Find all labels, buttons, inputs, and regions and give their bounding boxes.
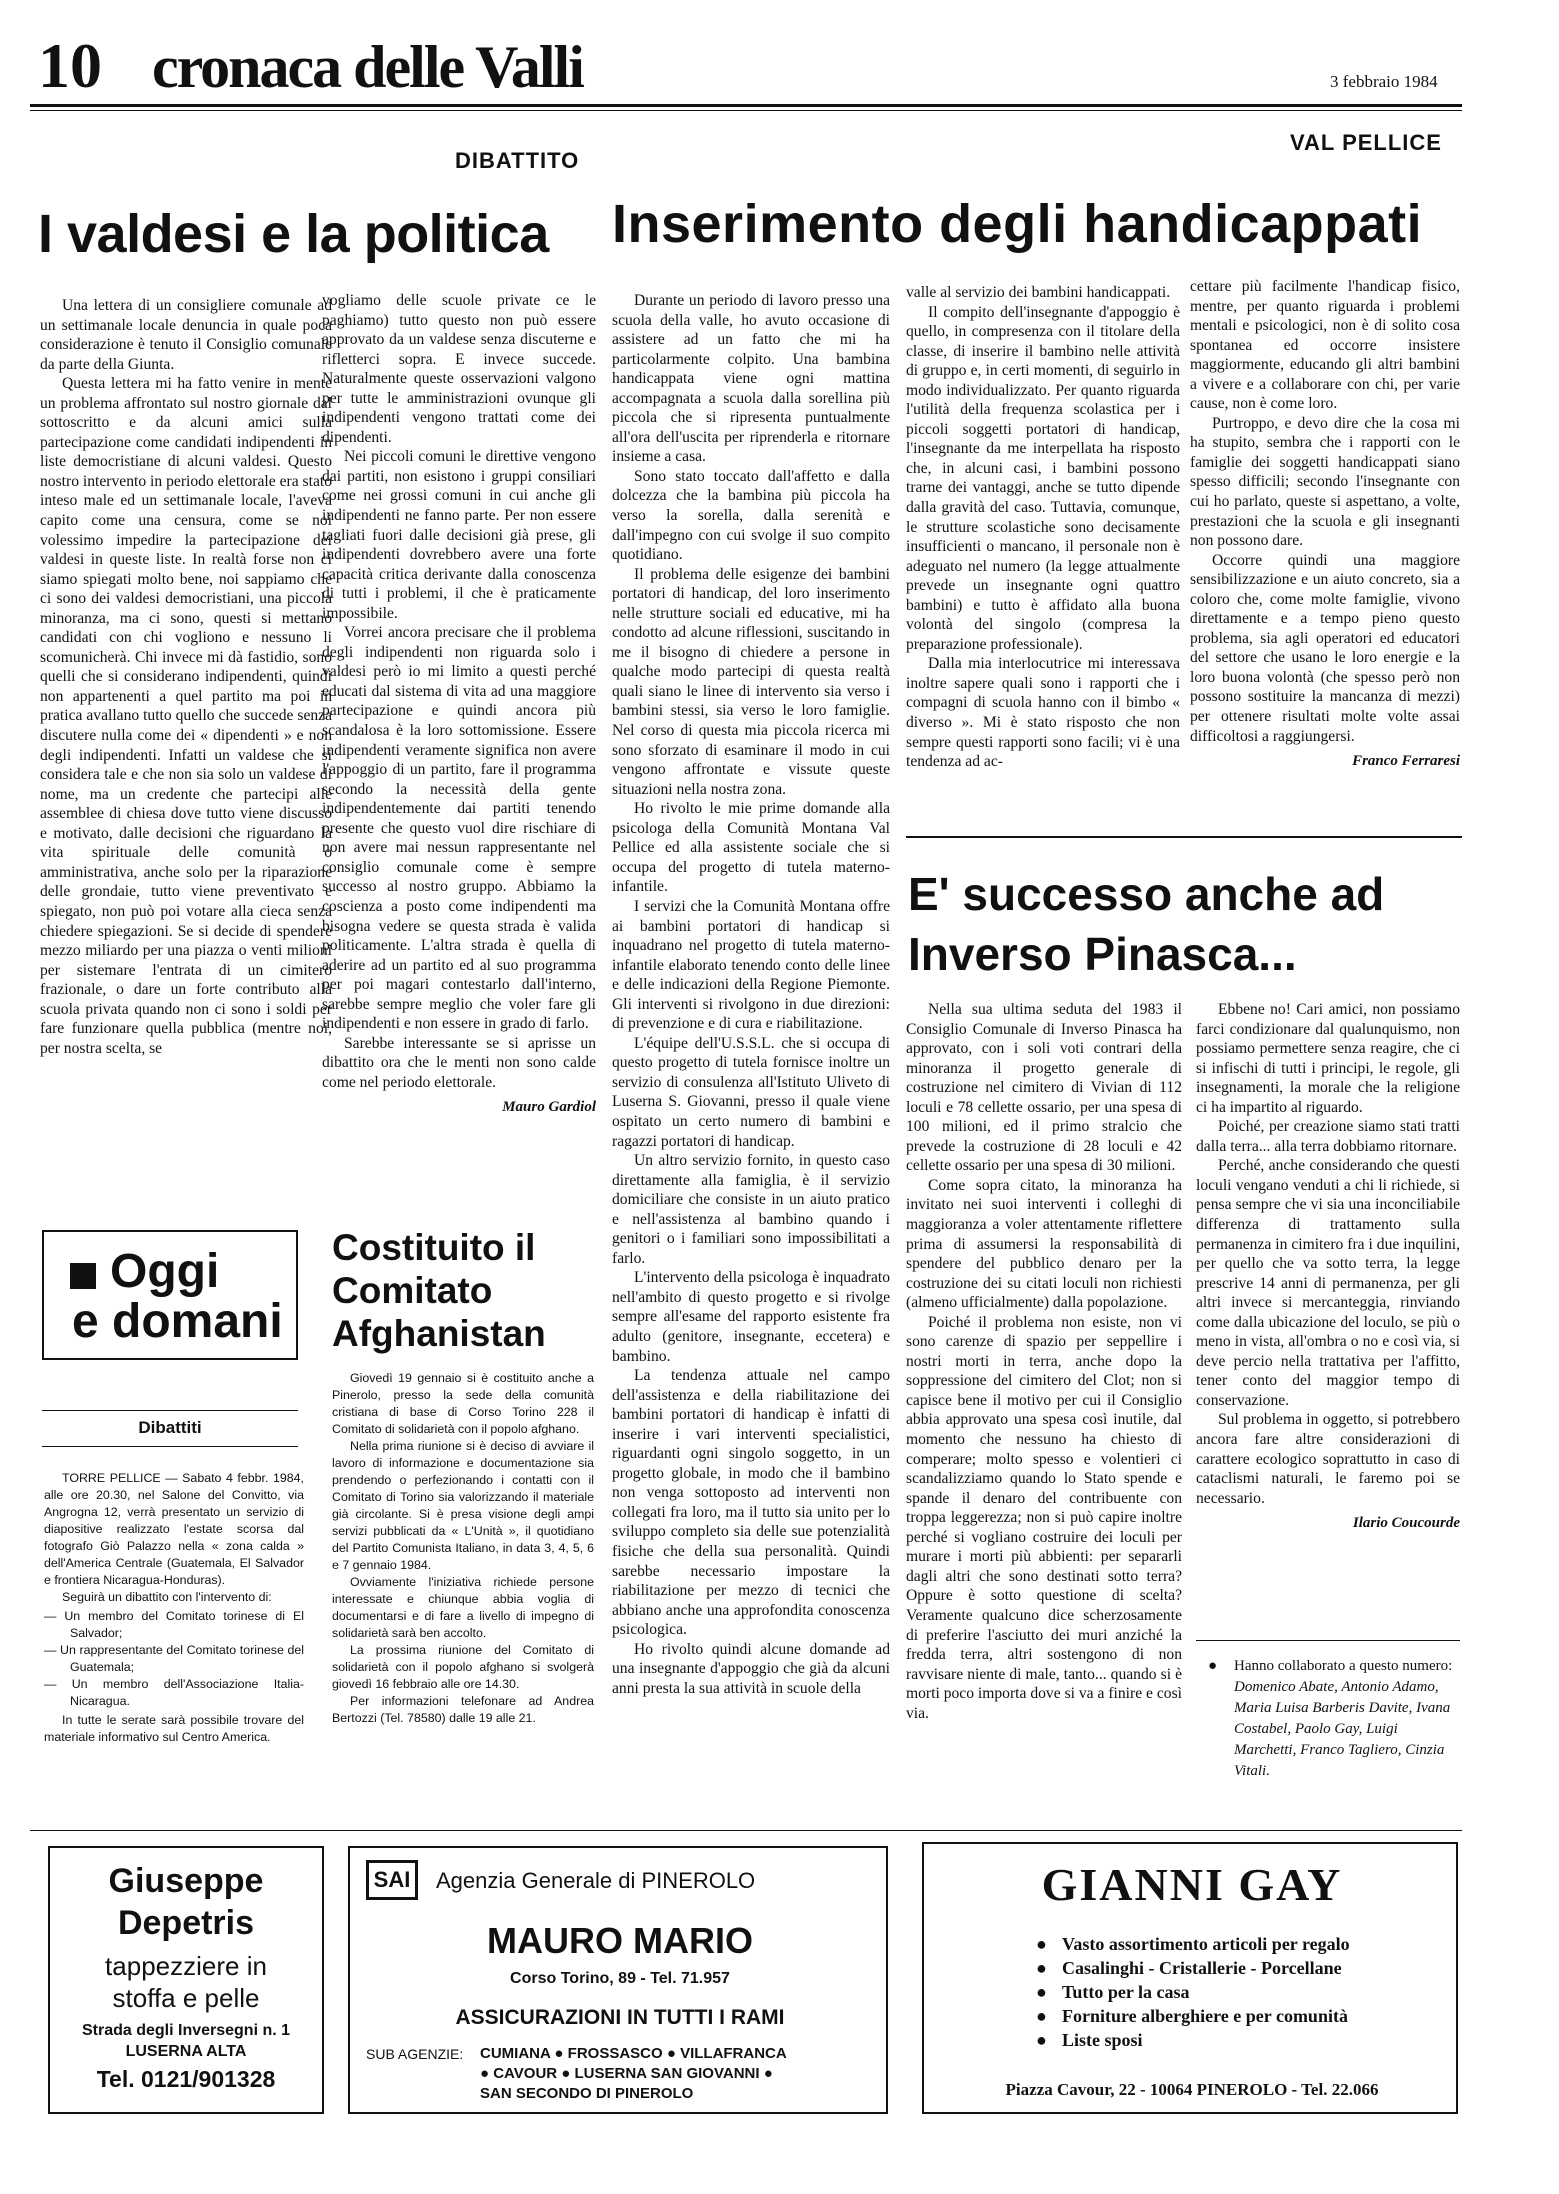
paragraph: Sul problema in oggetto, si potrebbero ancora fare altre considerazioni di carattere ecologico soprattutto in caso di cataclismi naturali, le faremo poi se necessario. xyxy=(1196,1411,1460,1507)
paragraph: Nei piccoli comuni le direttive vengono dai partiti, non esistono i gruppi consiliari come nei grossi comuni in cui anche gli indipendenti ne fanno parte. Per non essere tagliati fuori dalle decisioni già prese, gli indipendenti dovrebbero avere una forte capacità critica derivante dalla conoscenza di tutti i problemi, il che è praticamente impossibile. xyxy=(322,448,596,622)
bullet-icon: ● xyxy=(1208,1658,1218,1674)
oggi-subhead: Dibattiti xyxy=(138,1418,202,1437)
paragraph: Il compito dell'insegnante d'appoggio è quello, in compresenza con il titolare della classe, di inserire il bambino nelle attività di gruppo e, in certi momenti, di seguirlo in modo individualizzato. Per quanto riguarda l'utilità della frequenza scolastica per i piccoli soggetti portatori di handicap, l'insegnante da me interpellata ha risposto che, in alcuni casi, i bambini possono trarne dei vantaggi, anche se tutto dipende dalla gravità del caso. Tuttavia, comunque, le strutture scolastiche sono decisamente insufficienti o mancano, il personale non è adeguato nel numero (la legge attualmente prevede un insegnante ogni quattro bambini) e tutto è affidato alla buona volontà del singolo (compresa la preparazione professionale). xyxy=(906,303,1180,653)
gianni-address: Piazza Cavour, 22 - 10064 PINEROLO - Tel. 22.066 xyxy=(1005,2080,1379,2099)
paragraph: Una lettera di un consigliere comunale ad un settimanale locale denuncia in quale poca considerazione è tenuto il Consiglio comunale da parte della Giunta. xyxy=(40,297,332,373)
paragraph: Ovviamente l'iniziativa richiede persone interessate e chiunque abbia voglia di documentarsi e di fare a livello di impegno di solidarietà sarà ben accolto. xyxy=(332,1575,594,1640)
paragraph: Sarebbe interessante se si aprisse un dibattito ora che le menti non sono calde come nel periodo elettorale. xyxy=(322,1034,596,1091)
paragraph: Poiché, per creazione siamo stati tratti dalla terra... alla terra dobbiamo ritornare. xyxy=(1196,1118,1460,1155)
author-signature: Franco Ferraresi xyxy=(1352,753,1460,770)
trade-line: stoffa e pelle xyxy=(112,1983,260,2013)
page-number: 10 xyxy=(38,30,102,101)
address-line: Strada degli Inversegni n. 1 xyxy=(81,2022,291,2039)
sub-agency-line: ● CAVOUR ● LUSERNA SAN GIOVANNI ● xyxy=(480,2065,773,2082)
paragraph: La prossima riunione del Comitato di solidarietà con il popolo afghano si svolgerà giovedì 16 febbraio alle ore 14.30. xyxy=(332,1643,594,1691)
list-item: ● Liste sposi xyxy=(1032,2028,1350,2052)
headline-line: E' successo anche ad xyxy=(908,868,1385,920)
paragraph: Purtroppo, e devo dire che la cosa mi ha stupito, sembra che i rapporti con le famiglie dei soggetti handicappati siano spesso difficili; secondo l'insegnante con cui ho parlato, queste si aspettano, a volte, prestazioni che la scuola e gli insegnanti non possono dare. xyxy=(1190,414,1460,550)
masthead-rule xyxy=(30,104,1462,107)
list-item: — Un membro del Comitato torinese di El Salvador; xyxy=(44,1609,304,1640)
paragraph: Seguirà un dibattito con l'intervento di: xyxy=(62,1590,272,1604)
paragraph: vogliamo delle scuole private ce le paghiamo) tutto questo non può essere approvato da un valdese senza discuterne e rifletterci sopra. E invece succede. Naturalmente queste osservazioni valgono per tutte le amministrazioni ovunque gli indipendenti vengono trattati come dei dipendenti. xyxy=(322,292,596,446)
sub-agency-line: SAN SECONDO DI PINEROLO xyxy=(480,2085,694,2102)
oggi-rule xyxy=(42,1446,298,1447)
section-label-dibattito: DIBATTITO xyxy=(455,148,580,173)
trade-line: tappezziere in xyxy=(105,1951,267,1981)
oggi-rule xyxy=(42,1410,298,1411)
paragraph: Il problema delle esigenze dei bambini portatori di handicap, del loro inserimento nelle strutture sociali ed educative, mi ha condotto ad alcune riflessioni, suscitando in me il bisogno di chiedere a persone in qualche modo partecipi di questa realtà quali siano le linee di intervento sia verso i bambini stessi, sia verso le loro famiglie. Nel corso di questa mia piccola ricerca mi sono sforzato di esaminare il modo in cui vengono affrontate e vissute queste situazioni nella nostra zona. xyxy=(612,565,890,798)
sai-sub-agencies xyxy=(480,2044,787,2104)
gianni-name: GIANNI GAY xyxy=(1041,1859,1343,1910)
speaker-list xyxy=(44,1608,304,1710)
headline-afghanistan: Costituito il Comitato Afghanistan xyxy=(332,1227,546,1354)
square-icon xyxy=(70,1263,96,1289)
sai-address: Corso Torino, 89 - Tel. 71.957 xyxy=(510,1970,730,1987)
paragraph: Questa lettera mi ha fatto venire in mente un problema affrontato sul nostro giornale dal sottoscritto e da alcuni amici sulla partecipazione come candidati indipendenti in liste democristiane di alcuni valdesi. Questo nostro intervento in periodo elettorale era stato inteso male ed un settimanale locale, l'aveva capito come una censura, come se noi volessimo impedire la partecipazione dei valdesi in queste liste. In realtà forse non ci siamo spiegati molto bene, noi sappiamo che ci sono dei valdesi democristiani, una piccola minoranza, ma ci sono, questi si mettano candidati con chi vogliono e nessuno li scomunicherà. Chi invece mi dà fastidio, sono quelli che si considerano indipendenti, quindi non appartenenti a quel partito ma poi in pratica avallano tutto quello che succede senza discutere nulla come dei « dipendenti » e non degli indipendenti. Infatti un valdese che si considera tale e che non sia solo un valdese di nome, ma un credente che partecipi alle assemblee di chiesa dove tutto viene discusso e motivato, dalle decisioni che riguardano la vita spirituale delle comunità o amministrativa, anche solo per la riparazione delle grondaie, tutto viene preventivato e spiegato, non può poi votare alla cieca senza chiedere spiegazioni. Se si decide di spendere mezzo miliardo per una piazza o venti milioni per sistemare l'entrata di un cimitero frazionale, o dare un forte contributo alla scuola privata quando non ci sono i soldi per fare funzionare quella pubblica (mentre noi, per nostra scelta, se xyxy=(40,375,332,1057)
paragraph: Ebbene no! Cari amici, non possiamo farci condizionare dal qualunquismo, non possiamo permettere senza reagire, che ci si infischi di tutti i principi, le regole, gli insegnamenti, la morale che la religione ci ha impartito al riguardo. xyxy=(1196,1001,1460,1116)
ad-depetris xyxy=(48,1846,324,2114)
paper-name: cronaca delle Valli xyxy=(152,34,583,100)
sub-agency-line: CUMIANA ● FROSSASCO ● VILLAFRANCA xyxy=(480,2045,787,2062)
list-item: ● Tutto per la casa xyxy=(1032,1980,1350,2004)
paragraph: Perché, anche considerando che questi loculi vengano venduti a chi li richiede, si pensa sempre che vi sia una inconciliabile differenza di trattamento sulla permanenza in cimitero fra i due inquilini, per quello che va sotto terra, la legge prescrive 14 anni di permanenza, per gli altri invece si mercanteggia, rinviando come dalla ubicazione del loculo, se più o meno in vista, all'ombra o no e così via, si deve percio nella trattativa per l'affitto, tener conto del maggior tempo di conservazione. xyxy=(1196,1157,1460,1409)
author-signature: Ilario Coucourde xyxy=(1352,1515,1460,1532)
paragraph: In tutte le serate sarà possibile trovare del materiale informativo sul Centro America. xyxy=(44,1713,304,1744)
paragraph: L'intervento della psicologa è inquadrato nell'ambito di questo progetto e si rivolge sempre all'esame del rapporto esistente fra adulto (genitore, insegnante, eccetera) e bambino. xyxy=(612,1269,890,1365)
article-pinasca-col1 xyxy=(906,1000,1182,1723)
paragraph: Poiché il problema non esiste, non vi sono carenze di spazio per seppellire i nostri morti in terra, anche dopo la soppressione del cimitero del Clot; non si capisce bene il motivo per cui il Consiglio abbia approvato una spesa così inutile, dal momento che nessuno ha chiesto di comperare; molto spesso e volentieri ci scandalizziamo quando lo Stato spende e spande il denaro del contribuente con troppa leggerezza; non si può capire inoltre perché si vogliano costruire dei loculi per murare i morti più abbienti: per separarli dagli altri che sono destinati sotto terra? Oppure è sotto questione di scelta? Veramente qualcuno dice scherzosamente di preferire l'asciutto dei muri anziché la fredda terra, altri sostengono di non ravvisare niente di male, tanto... quando si è morti poco importa dove si va a finire e così via. xyxy=(906,1313,1182,1722)
paragraph: Durante un periodo di lavoro presso una scuola della valle, ho avuto occasione di assistere ad un fatto che mi ha particolarmente colpito. Una bambina handicappata viene ogni mattina accompagnata a scuola dalla sorellina più piccola che si ripresenta puntualmente all'ora dell'uscita per riprenderla e ritornare insieme a casa. xyxy=(612,292,890,466)
sai-agency: Agenzia Generale di PINEROLO xyxy=(436,1868,756,1893)
paragraph: Un altro servizio fornito, in questo caso direttamente alla famiglia, è il servizio domiciliare che consiste in un aiuto pratico e nell'assistenza al bambino quando i genitori o i familiari sono impossibilitati a farlo. xyxy=(612,1152,890,1267)
ad-gianni-gay xyxy=(922,1842,1458,2114)
oggi-title-2: e domani xyxy=(72,1295,283,1348)
article-handicappati-col3 xyxy=(1190,277,1460,772)
issue-date: 3 febbraio 1984 xyxy=(1330,72,1438,91)
sai-logo xyxy=(366,1860,418,1900)
sai-sub-label: SUB AGENZIE: xyxy=(366,2046,464,2062)
list-item: ● Vasto assortimento articoli per regalo xyxy=(1032,1932,1350,1956)
paragraph: Giovedì 19 gennaio si è costituito anche a Pinerolo, presso la sede della comunità cristiana di base di Corso Torino 228 il Comitato di solidarietà con il popolo afghano. xyxy=(332,1371,594,1436)
list-item: — Un rappresentante del Comitato torinese del Guatemala; xyxy=(44,1643,304,1674)
list-item: ● Casalinghi - Cristallerie - Porcellane xyxy=(1032,1956,1350,1980)
article-politica-col2 xyxy=(322,291,596,1118)
name-line: Depetris xyxy=(117,1904,255,1942)
paragraph: TORRE PELLICE — Sabato 4 febbr. 1984, alle ore 20.30, nel Salone del Convitto, via Angrogna 12, verrà presentato un servizio di diapositive realizzato l'estate scorsa dal fotografo Giò Palazzo nella « zona calda » dell'America Centrale (Guatemala, El Salvador e frontiera Nicaragua-Honduras). xyxy=(44,1471,304,1587)
collab-rule xyxy=(1196,1640,1460,1641)
gianni-items xyxy=(1032,1932,1350,2052)
collab-names: Domenico Abate, Antonio Adamo, Maria Luisa Barberis Davite, Ivana Costabel, Paolo Gay, Luigi Marchetti, Franco Tagliero, Cinzia Vitali. xyxy=(1234,1679,1451,1779)
collab-intro: Hanno collaborato a questo numero: xyxy=(1234,1658,1453,1674)
paragraph: Ho rivolto quindi alcune domande ad una insegnante d'appoggio che già da alcuni anni presta la sua attività in scuole della xyxy=(612,1640,890,1697)
name-line: Giuseppe xyxy=(108,1862,264,1900)
sai-logo-text: SAI xyxy=(373,1867,411,1892)
paragraph: Vorrei ancora precisare che il problema degli indipendenti non riguarda solo i valdesi però io mi limito a questi perché educati dal sistema di vita ad una maggiore partecipazione e quindi ancora più scandalosa è la loro sottomissione. Essere indipendenti veramente significa non avere l'appoggio di un partito, fare il programma secondo la necessità della gente indipendentemente dai partiti tenendo presente che questo vuol dire rischiare di non avere mai nessun rappresentante nel consiglio comunale come è sempre successo al nostro gruppo. Abbiamo la coscienza a posto come indipendenti ma bisogna vedere se questa strada è valida politicamente. L'altra strada è quella di aderire ad un partito ed al suo programma per poi magari contestarlo dall'interno, sarebbe sempre meglio che voler fare gli indipendenti e non essere in grado di farlo. xyxy=(322,624,596,1033)
author-signature: Mauro Gardiol xyxy=(502,1099,596,1116)
paragraph: Occorre quindi una maggiore sensibilizzazione e un aiuto concreto, sia a coloro che, come molte famiglie, vivono direttamente e a tempo pieno questo problema, sia agli operatori ed educatori del settore che usano le loro energie e la loro buona volontà (che spesso però non possono sostituire la mancanza di mezzi) per ottenere risultati molte volte assai difficoltosi a raggiungersi. xyxy=(1190,551,1460,745)
headline-politica: I valdesi e la politica xyxy=(38,204,549,264)
paragraph: La tendenza attuale nel campo dell'assistenza e della riabilitazione dei bambini portatori di handicap è infatti di inserire i vari interventi specialistici, riguardanti ogni singolo soggetto, in un progetto globale, in modo che il bambino non venga sottoposto ad interventi non collegati fra loro, ma il tutto sia unito per lo sviluppo completo sia delle sue potenzialità fisiche che della sua personalità. Quindi sarebbe necessario impostare la riabilitazione per mezzo di tecnici che abbiano anche una approfondita conoscenza psicologica. xyxy=(612,1367,890,1639)
article-handicappati-col1 xyxy=(612,291,890,1698)
paragraph: Nella sua ultima seduta del 1983 il Consiglio Comunale di Inverso Pinasca ha approvato, con i soli voti contrari della minoranza il progetto generale di costruzione nel cimitero di Vivian di 112 loculi e 78 cellette ossario, per una spesa di 100 milioni, ed il primo stralcio che prevede la costruzione di 28 loculi e 42 cellette ossario per una spesa di 30 milioni. xyxy=(906,1001,1182,1175)
collaborators-note xyxy=(1210,1656,1460,1782)
ad-sai xyxy=(348,1846,888,2114)
sai-tagline: ASSICURAZIONI IN TUTTI I RAMI xyxy=(455,2006,785,2029)
paragraph: valle al servizio dei bambini handicappati. xyxy=(906,284,1171,301)
article-pinasca-col2 xyxy=(1196,1000,1460,1534)
article-politica-col1 xyxy=(40,296,332,1058)
ad-depetris-address xyxy=(50,2020,322,2062)
bottom-rule xyxy=(30,1830,1462,1831)
masthead-rule-thin xyxy=(30,110,1462,111)
paragraph: Per informazioni telefonare ad Andrea Bertozzi (Tel. 78580) dalle 19 alle 21. xyxy=(332,1694,594,1725)
address-line: LUSERNA ALTA xyxy=(125,2043,247,2060)
headline-pinasca xyxy=(908,864,1384,984)
sai-name: MAURO MARIO xyxy=(487,1920,753,1961)
paragraph: Nella prima riunione si è deciso di avviare il lavoro di informazione e documentazione sia prendendo o perfezionando i contatti con il Comitato di Torino sia valorizzando il materiale già circolante. Si è presa visione degli ampi servizi pubblicati da « L'Unità », il quotidiano del Partito Comunista Italiano, in data 3, 4, 5, 6 e 7 gennaio 1984. xyxy=(332,1439,594,1572)
ad-depetris-phone: Tel. 0121/901328 xyxy=(96,2066,276,2092)
separator-rule xyxy=(906,836,1462,838)
paragraph: I servizi che la Comunità Montana offre ai bambini portatori di handicap si inquadrano nel progetto di tutela materno-infantile elaborato tenendo conto delle linee e delle indicazioni della Regione Piemonte. Gli interventi si rivolgono in due direzioni: di prevenzione e di cura e riabilitazione. xyxy=(612,897,890,1033)
ad-depetris-trade xyxy=(50,1950,322,2014)
list-item: ● Forniture alberghiere e per comunità xyxy=(1032,2004,1350,2028)
section-label-val-pellice: VAL PELLICE xyxy=(1290,130,1442,155)
ad-depetris-name xyxy=(50,1860,322,1944)
paragraph: Sono stato toccato dall'affetto e dalla dolcezza che la bambina più piccola ha verso la sorella, dalla serenità e dall'impegno con cui svolge il suo compito quotidiano. xyxy=(612,467,890,564)
paragraph: cettare più facilmente l'handicap fisico, mentre, per quanto riguarda i problemi mentali e psicologici, non è di solito cosa spontanea ed occorre insistere maggiormente, educando gli altri bambini a vivere e a collaborare con chi, per varie cause, non è come loro. xyxy=(1190,278,1460,413)
article-handicappati-col2 xyxy=(906,283,1180,772)
headline-handicappati: Inserimento degli handicappati xyxy=(612,194,1423,254)
paragraph: L'équipe dell'U.S.S.L. che si occupa di questo progetto di tutela fornisce inoltre un servizio di consulenza all'Istituto Uliveto di Luserna S. Giovanni, presso il quale viene ospitato un certo numero di bambini e ragazzi portatori di handicap. xyxy=(612,1034,890,1150)
list-item: — Un membro dell'Associazione Italia-Nicaragua. xyxy=(44,1677,304,1708)
paragraph: Come sopra citato, la minoranza ha invitato nei suoi interventi i colleghi di maggioranza a voler attentamente riflettere prima di assumersi la responsabilità di spendere del pubblico denaro per la costruzione dei su citati loculi non richiesti (almeno ufficialmente) dalla popolazione. xyxy=(906,1176,1182,1312)
headline-line: Inverso Pinasca... xyxy=(908,928,1297,980)
afghanistan-text xyxy=(332,1370,594,1727)
paragraph: Ho rivolto le mie prime domande alla psicologa della Comunità Montana Val Pellice ed alla assistente sociale che si occupa del progetto di tutela materno-infantile. xyxy=(612,800,890,896)
oggi-title-1: Oggi xyxy=(110,1245,220,1298)
paragraph: Dalla mia interlocutrice mi interessava inoltre sapere quali sono i rapporti che i compagni di scuola hanno con il bimbo « diverso ». Mi è stato risposto che non sempre questi rapporti sono facili; vi è una tendenza ad ac- xyxy=(906,655,1180,771)
oggi-dibattiti-text xyxy=(44,1470,304,1746)
